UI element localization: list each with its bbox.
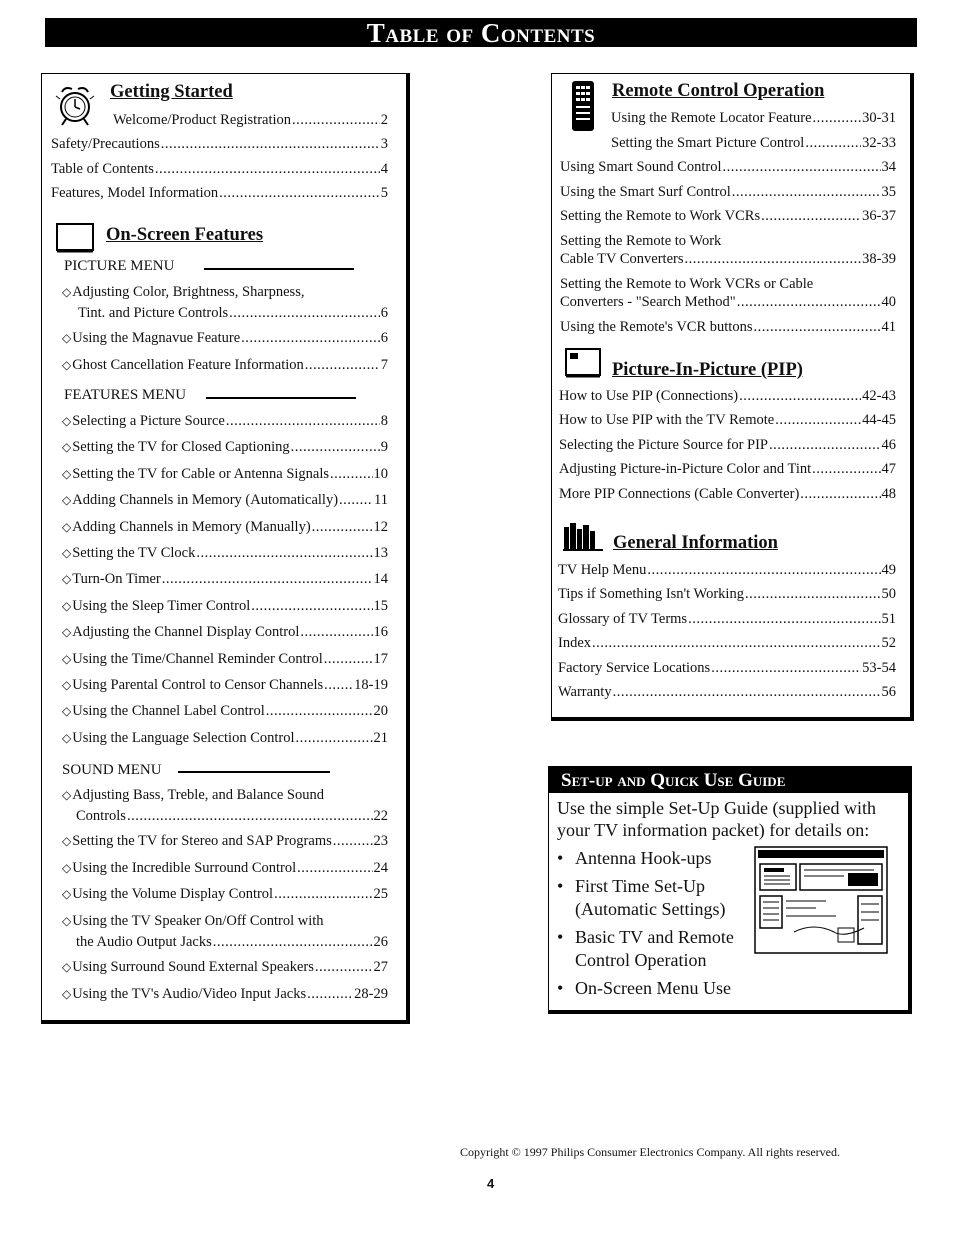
on-screen-features-heading[interactable]: On-Screen Features	[106, 225, 264, 245]
diamond-bullet-icon: ◇	[62, 861, 72, 875]
entry-label: Using Smart Sound Control	[560, 159, 722, 175]
entry-label: Using the Language Selection Control	[72, 729, 295, 746]
toc-entry[interactable]	[560, 207, 896, 225]
divider	[206, 397, 356, 399]
toc-entry[interactable]	[559, 485, 896, 503]
entry-page: 44-45	[862, 412, 896, 429]
page-title: Table of Contents	[45, 18, 917, 47]
diamond-bullet-icon: ◇	[62, 414, 72, 428]
entry-label: Using the Incredible Surround Control	[72, 860, 297, 876]
toc-entry[interactable]	[62, 650, 388, 668]
right-contents-panel	[551, 73, 914, 721]
entry-label: Using the Time/Channel Reminder Control	[72, 650, 323, 667]
toc-entry[interactable]	[558, 683, 896, 701]
pip-heading[interactable]: Picture-In-Picture (PIP)	[612, 360, 803, 380]
diamond-bullet-icon: ◇	[62, 358, 72, 372]
entry-label: the Audio Output Jacks	[76, 934, 212, 950]
toc-entry[interactable]	[62, 676, 388, 694]
entry-label: Warranty	[558, 684, 612, 700]
entry-label: Using Surround Sound External Speakers	[72, 959, 314, 975]
setup-bullet: • First Time Set-Up	[557, 876, 706, 896]
diamond-bullet-icon: ◇	[62, 331, 72, 345]
alarm-clock-icon	[52, 82, 98, 128]
remote-control-heading[interactable]: Remote Control Operation	[612, 81, 825, 101]
diamond-bullet-icon: ◇	[62, 493, 72, 508]
diamond-bullet-icon: ◇	[62, 572, 72, 587]
toc-entry[interactable]	[559, 387, 896, 405]
entry-page: 6	[380, 330, 388, 346]
toc-entry[interactable]	[62, 544, 388, 562]
entry-page: 12	[373, 518, 388, 535]
tv-screen-icon	[55, 222, 95, 254]
entry-page: 52	[881, 635, 896, 652]
entry-page: 35	[881, 184, 896, 200]
entry-label: Table of Contents	[51, 161, 154, 177]
entry-label: Tips if Something Isn't Working	[558, 586, 744, 603]
entry-label: Adjusting the Channel Display Control	[72, 624, 300, 641]
entry-page: 26	[373, 934, 388, 950]
remote-control-icon	[570, 80, 596, 132]
entry-label: Glossary of TV Terms	[558, 610, 688, 627]
toc-entry[interactable]	[78, 304, 388, 322]
setup-bullet: • Antenna Hook-ups	[557, 848, 712, 868]
entry-page: 53-54	[862, 659, 896, 676]
toc-entry[interactable]	[51, 160, 388, 178]
entry-label: Adding Channels in Memory (Manually)	[72, 518, 311, 535]
setup-bullet: • Basic TV and Remote	[557, 927, 734, 947]
entry-label: More PIP Connections (Cable Converter)	[559, 485, 800, 502]
toc-entry[interactable]	[62, 356, 388, 374]
picture-menu-heading: PICTURE MENU	[64, 258, 175, 274]
entry-page: 16	[373, 624, 388, 641]
entry-page: 30-31	[862, 110, 896, 126]
toc-entry[interactable]	[560, 318, 896, 336]
entry-page: 22	[373, 808, 388, 824]
toc-entry[interactable]	[559, 411, 896, 429]
toc-entry[interactable]	[76, 807, 388, 825]
toc-entry[interactable]	[62, 412, 388, 430]
diamond-bullet-icon: ◇	[62, 546, 72, 560]
toc-entry[interactable]	[62, 623, 388, 641]
setup-guide-heading: Set-up and Quick Use Guide	[549, 767, 908, 793]
toc-entry[interactable]	[62, 518, 388, 536]
pip-screen-icon	[564, 347, 604, 379]
sound-menu-heading: SOUND MENU	[62, 762, 162, 778]
entry-page: 13	[373, 545, 388, 561]
toc-entry[interactable]	[611, 109, 896, 127]
entry-label: Using the Magnavue Feature	[72, 330, 241, 346]
entry-page: 48	[881, 485, 896, 502]
entry-label: Converters - "Search Method"	[560, 294, 736, 310]
toc-entry[interactable]	[51, 184, 388, 202]
entry-page: 32-33	[862, 135, 896, 151]
toc-entry[interactable]	[560, 183, 896, 201]
entry-label: TV Help Menu	[558, 562, 647, 578]
toc-entry[interactable]	[558, 659, 896, 677]
toc-entry[interactable]	[62, 702, 388, 720]
entry-label: Turn-On Timer	[72, 571, 161, 588]
entry-page: 24	[373, 860, 388, 876]
diamond-bullet-icon: ◇	[62, 914, 72, 928]
entry-label: Selecting the Picture Source for PIP	[559, 436, 768, 453]
toc-entry[interactable]	[62, 570, 388, 588]
entry-page: 6	[380, 305, 388, 321]
diamond-bullet-icon: ◇	[62, 788, 72, 802]
diamond-bullet-icon: ◇	[62, 730, 72, 745]
toc-entry[interactable]	[62, 491, 388, 509]
entry-page: 42-43	[862, 388, 896, 404]
entry-label: Setting the TV for Stereo and SAP Programs	[72, 833, 332, 849]
diamond-bullet-icon: ◇	[62, 704, 72, 719]
toc-entry[interactable]	[62, 958, 388, 976]
entry-label: Using the Sleep Timer Control	[72, 597, 251, 614]
entry-label: Tint. and Picture Controls	[78, 305, 229, 321]
entry-label: Features, Model Information	[51, 185, 219, 201]
diamond-bullet-icon: ◇	[62, 625, 72, 640]
setup-guide-thumbnail-icon	[754, 846, 888, 954]
entry-label: Controls	[76, 808, 126, 824]
toc-entry[interactable]	[62, 832, 388, 850]
diamond-bullet-icon: ◇	[62, 987, 72, 1001]
entry-label: Selecting a Picture Source	[72, 413, 225, 429]
entry-page: 41	[881, 319, 896, 335]
setup-bullet-continuation: (Automatic Settings)	[575, 899, 726, 919]
toc-entry[interactable]	[560, 158, 896, 176]
multiline-entry-line1[interactable]: ◇Using the TV Speaker On/Off Control with	[62, 913, 324, 929]
entry-page: 18-19	[354, 677, 388, 693]
toc-entry[interactable]	[62, 597, 388, 615]
toc-entry[interactable]	[62, 329, 388, 347]
multiline-entry-line1[interactable]: ◇Adjusting Bass, Treble, and Balance Sound	[62, 787, 324, 803]
entry-page: 51	[881, 610, 896, 627]
toc-entry[interactable]	[76, 933, 388, 951]
diamond-bullet-icon: ◇	[62, 285, 72, 299]
toc-entry[interactable]	[62, 859, 388, 877]
entry-page: 15	[373, 597, 388, 614]
entry-page: 49	[881, 562, 896, 578]
entry-page: 9	[380, 439, 388, 456]
page-number: 4	[487, 1176, 495, 1191]
toc-entry[interactable]	[51, 135, 388, 153]
diamond-bullet-icon: ◇	[62, 440, 72, 455]
entry-page: 14	[373, 571, 388, 588]
multiline-entry-line1[interactable]: Setting the Remote to Work VCRs or Cable	[560, 276, 814, 292]
entry-label: Safety/Precautions	[51, 136, 160, 152]
toc-entry[interactable]	[62, 885, 388, 903]
entry-page: 20	[373, 703, 388, 720]
entry-label: Using the Volume Display Control	[72, 886, 274, 902]
entry-label: Using Parental Control to Censor Channels	[72, 677, 324, 693]
entry-page: 36-37	[862, 208, 896, 224]
entry-page: 27	[373, 959, 388, 975]
entry-page: 46	[881, 436, 896, 453]
entry-label: Setting the TV for Closed Captioning	[72, 439, 290, 456]
toc-entry[interactable]	[558, 610, 896, 628]
entry-label: Adjusting Picture-in-Picture Color and Tint	[559, 461, 812, 478]
entry-label: Using the Smart Surf Control	[560, 184, 731, 200]
entry-label: Ghost Cancellation Feature Information	[72, 357, 304, 373]
entry-label: Setting the TV Clock	[72, 545, 196, 561]
entry-page: 28-29	[354, 986, 388, 1002]
entry-page: 50	[881, 586, 896, 603]
diamond-bullet-icon: ◇	[62, 519, 72, 534]
diamond-bullet-icon: ◇	[62, 960, 72, 974]
entry-label: Using the TV's Audio/Video Input Jacks	[72, 986, 307, 1002]
toc-entry[interactable]	[62, 465, 388, 483]
entry-page: 21	[373, 729, 388, 746]
toc-entry[interactable]	[62, 729, 388, 747]
copyright-notice: Copyright © 1997 Philips Consumer Electronics Company. All rights reserved.	[460, 1145, 840, 1159]
entry-label: Using the Remote Locator Feature	[611, 110, 812, 126]
diamond-bullet-icon: ◇	[62, 651, 72, 666]
setup-guide-panel	[548, 766, 912, 1014]
entry-label: Setting the Smart Picture Control	[611, 135, 805, 151]
toc-entry[interactable]	[62, 438, 388, 456]
toc-entry[interactable]	[559, 436, 896, 454]
diamond-bullet-icon: ◇	[62, 466, 72, 481]
entry-page: 5	[380, 185, 388, 201]
entry-page: 10	[373, 465, 388, 482]
entry-label: Cable TV Converters	[560, 251, 684, 267]
entry-page: 25	[373, 886, 388, 902]
entry-label: How to Use PIP (Connections)	[559, 388, 739, 404]
diamond-bullet-icon: ◇	[62, 678, 72, 692]
divider	[204, 268, 354, 270]
entry-label: Setting the Remote to Work VCRs	[560, 208, 761, 224]
setup-bullet-continuation: Control Operation	[575, 950, 707, 970]
multiline-entry-line1[interactable]: Setting the Remote to Work	[560, 233, 722, 249]
entry-page: 3	[380, 136, 388, 152]
toc-entry[interactable]	[560, 293, 896, 311]
entry-page: 2	[380, 112, 388, 128]
toc-entry[interactable]	[113, 111, 388, 129]
entry-page: 8	[380, 413, 388, 429]
entry-page: 11	[374, 492, 388, 509]
diamond-bullet-icon: ◇	[62, 598, 72, 613]
entry-page: 17	[373, 650, 388, 667]
entry-page: 47	[881, 461, 896, 478]
toc-entry[interactable]	[558, 634, 896, 652]
entry-page: 40	[881, 294, 896, 310]
entry-label: Using the Channel Label Control	[72, 703, 265, 720]
left-contents-panel	[41, 73, 410, 1024]
books-icon	[562, 521, 604, 551]
toc-entry[interactable]	[559, 460, 896, 478]
multiline-entry-line1[interactable]: ◇Adjusting Color, Brightness, Sharpness,	[62, 284, 305, 300]
entry-page: 23	[373, 833, 388, 849]
getting-started-heading[interactable]: Getting Started	[110, 82, 233, 102]
entry-page: 7	[380, 357, 388, 373]
entry-label: Using the Remote's VCR buttons	[560, 319, 753, 335]
setup-bullet: • On-Screen Menu Use	[557, 978, 731, 998]
diamond-bullet-icon: ◇	[62, 887, 72, 901]
entry-page: 56	[881, 684, 896, 700]
entry-label: Adding Channels in Memory (Automatically)	[72, 492, 339, 509]
general-information-heading[interactable]: General Information	[613, 533, 778, 553]
diamond-bullet-icon: ◇	[62, 834, 72, 848]
entry-label: Index	[558, 635, 592, 652]
toc-entry[interactable]	[558, 585, 896, 603]
entry-page: 38-39	[862, 251, 896, 267]
entry-label: How to Use PIP with the TV Remote	[559, 412, 775, 429]
features-menu-heading: FEATURES MENU	[64, 387, 187, 403]
entry-label: Setting the TV for Cable or Antenna Signals	[72, 465, 330, 482]
toc-entry[interactable]	[62, 985, 388, 1003]
entry-page: 4	[380, 161, 388, 177]
entry-page: 34	[881, 159, 896, 175]
toc-entry[interactable]	[558, 561, 896, 579]
toc-entry[interactable]	[560, 250, 896, 268]
setup-guide-intro: Use the simple Set-Up Guide (supplied with your TV information packet) for details on:	[557, 798, 876, 840]
toc-entry[interactable]	[611, 134, 896, 152]
entry-label: Welcome/Product Registration	[113, 112, 292, 128]
entry-label: Factory Service Locations	[558, 659, 711, 676]
divider	[178, 771, 330, 773]
